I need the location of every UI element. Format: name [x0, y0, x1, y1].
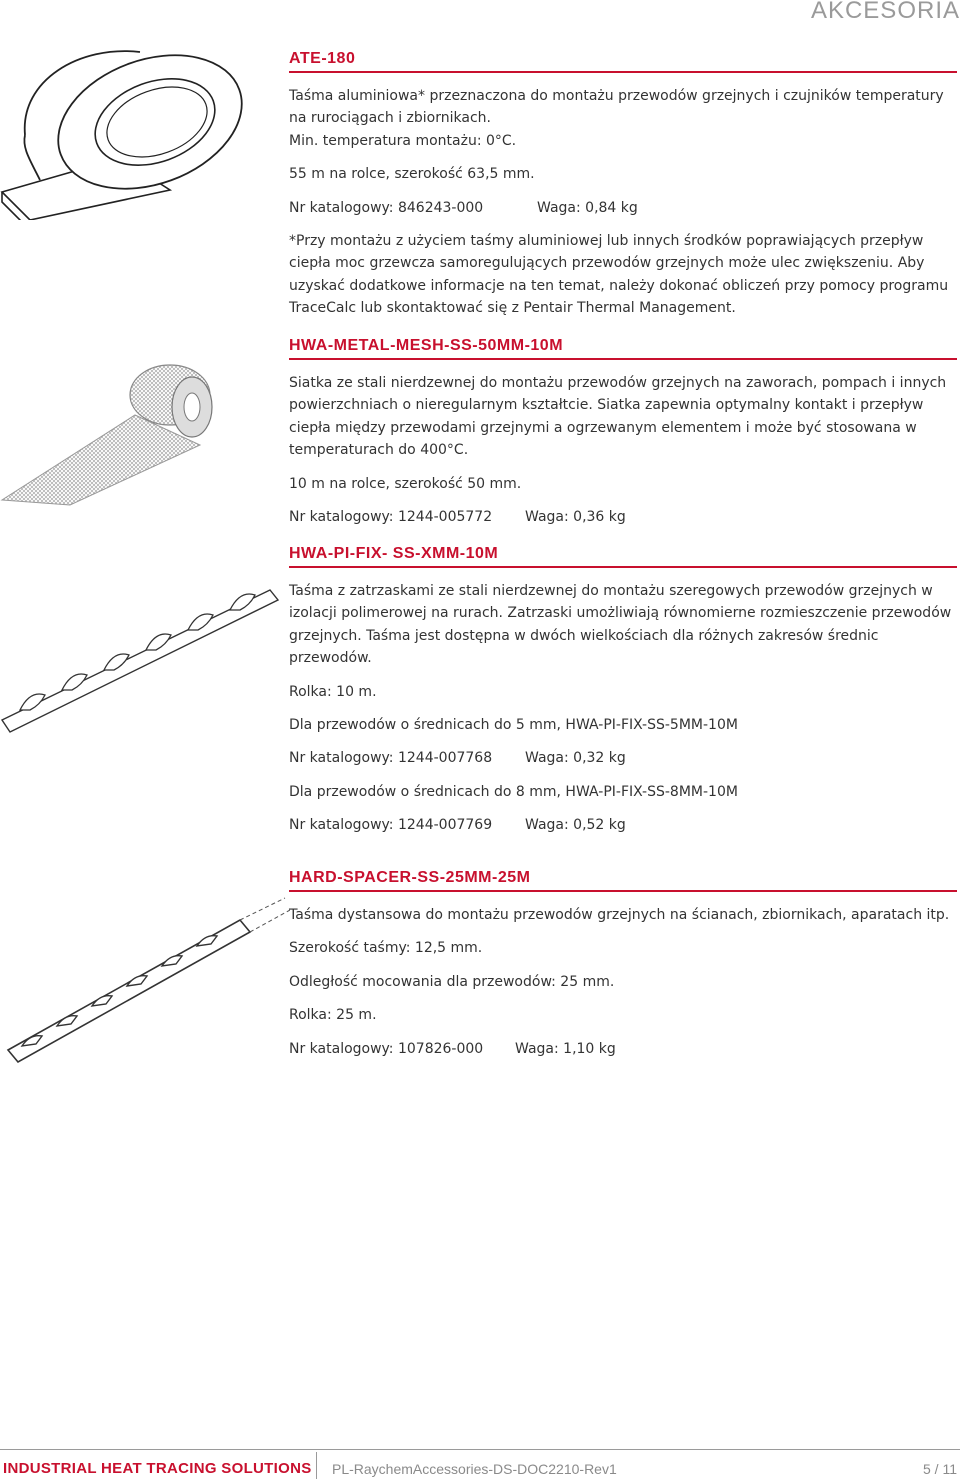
roll-info: 10 m na rolce, szerokość 50 mm. — [289, 475, 522, 492]
catalog-row — [289, 197, 957, 219]
variant-8mm: Dla przewodów o średnicach do 8 mm, HWA-PI-FIX-SS-8MM-10M — [289, 783, 738, 800]
footer-brand: INDUSTRIAL HEAT TRACING SOLUTIONS — [3, 1460, 312, 1477]
catalog-number: Nr katalogowy: 846243-000 — [289, 199, 484, 216]
aluminium-tape-roll-illustration — [0, 40, 250, 220]
catalog-number: Nr katalogowy: 1244-005772 — [289, 509, 493, 526]
catalog-row — [289, 1038, 957, 1060]
catalog-number: Nr katalogowy: 1244-007769 — [289, 817, 493, 834]
footer-page-number: 5 / 11 — [923, 1461, 957, 1477]
catalog-row — [289, 506, 957, 528]
description-line: Taśma aluminiowa* przeznaczona do montażu przewodów grzejnych i czujników temperatury na rurociągach i zbiornikach. — [289, 88, 944, 127]
weight: Waga: 0,84 kg — [537, 199, 638, 216]
section-title: HWA-PI-FIX- SS-XMM-10M — [289, 545, 957, 568]
pi-fix-strap-illustration — [0, 570, 290, 740]
roll-info: Rolka: 25 m. — [289, 1007, 377, 1024]
section-hard-spacer — [289, 869, 957, 1060]
strap-width: Szerokość taśmy: 12,5 mm. — [289, 940, 483, 957]
catalog-row — [289, 814, 957, 836]
catalog-number: Nr katalogowy: 107826-000 — [289, 1040, 484, 1057]
min-temperature: Min. temperatura montażu: 0°C. — [289, 132, 517, 149]
section-title: ATE-180 — [289, 50, 957, 73]
weight: Waga: 1,10 kg — [515, 1040, 616, 1057]
catalog-number: Nr katalogowy: 1244-007768 — [289, 750, 493, 767]
section-metal-mesh — [289, 337, 957, 528]
hard-spacer-strip-illustration — [0, 890, 290, 1070]
mounting-spacing: Odległość mocowania dla przewodów: 25 mm. — [289, 973, 615, 990]
section-ate-180 — [289, 50, 957, 320]
footer-separator — [316, 1452, 317, 1479]
footer-divider-line — [0, 1449, 960, 1450]
description: Taśma z zatrzaskami ze stali nierdzewnej do montażu szeregowych przewodów grzejnych w izolacji polimerowej na rurach. Zatrzaski umożliwiają równomierne rozmieszczenie przewodów grzejnych. Taśma jest dostępna w dwóch wielkościach dla różnych zakresów średnic przewodów. — [289, 583, 952, 667]
page-header-title: AKCESORIA — [810, 0, 960, 24]
section-pi-fix — [289, 545, 957, 837]
roll-info: 55 m na rolce, szerokość 63,5 mm. — [289, 166, 535, 183]
description: Siatka ze stali nierdzewnej do montażu przewodów grzejnych na zaworach, pompach i innych powierzchniach o nieregularnym kształtcie. Siatka zapewnia optymalny kontakt i przepływ ciepła między przewodami grzejnymi a ogrzewanym elementem i może być stosowana w temperaturach do 400°C. — [289, 375, 947, 459]
weight: Waga: 0,36 kg — [525, 509, 626, 526]
catalog-row — [289, 747, 957, 769]
roll-info: Rolka: 10 m. — [289, 683, 377, 700]
variant-5mm: Dla przewodów o średnicach do 5 mm, HWA-PI-FIX-SS-5MM-10M — [289, 717, 738, 734]
section-title: HWA-METAL-MESH-SS-50MM-10M — [289, 337, 957, 360]
section-title: HARD-SPACER-SS-25MM-25M — [289, 869, 957, 892]
footnote: *Przy montażu z użyciem taśmy aluminiowej lub innych środków poprawiających przepływ ciepła moc grzewcza samoregulujących przewodów grzejnych może ulec zwiększeniu. Aby uzyskać dodatkowe informacje na ten temat, należy dokonać obliczeń przy pomocy programu TraceCalc lub skontaktować się z Pentair Thermal Management. — [289, 233, 949, 317]
footer-document-id: PL-RaychemAccessories-DS-DOC2210-Rev1 — [332, 1461, 617, 1477]
weight: Waga: 0,52 kg — [525, 817, 626, 834]
description: Taśma dystansowa do montażu przewodów grzejnych na ścianach, zbiornikach, aparatach itp. — [289, 907, 950, 923]
weight: Waga: 0,32 kg — [525, 750, 626, 767]
metal-mesh-roll-illustration — [0, 355, 230, 515]
